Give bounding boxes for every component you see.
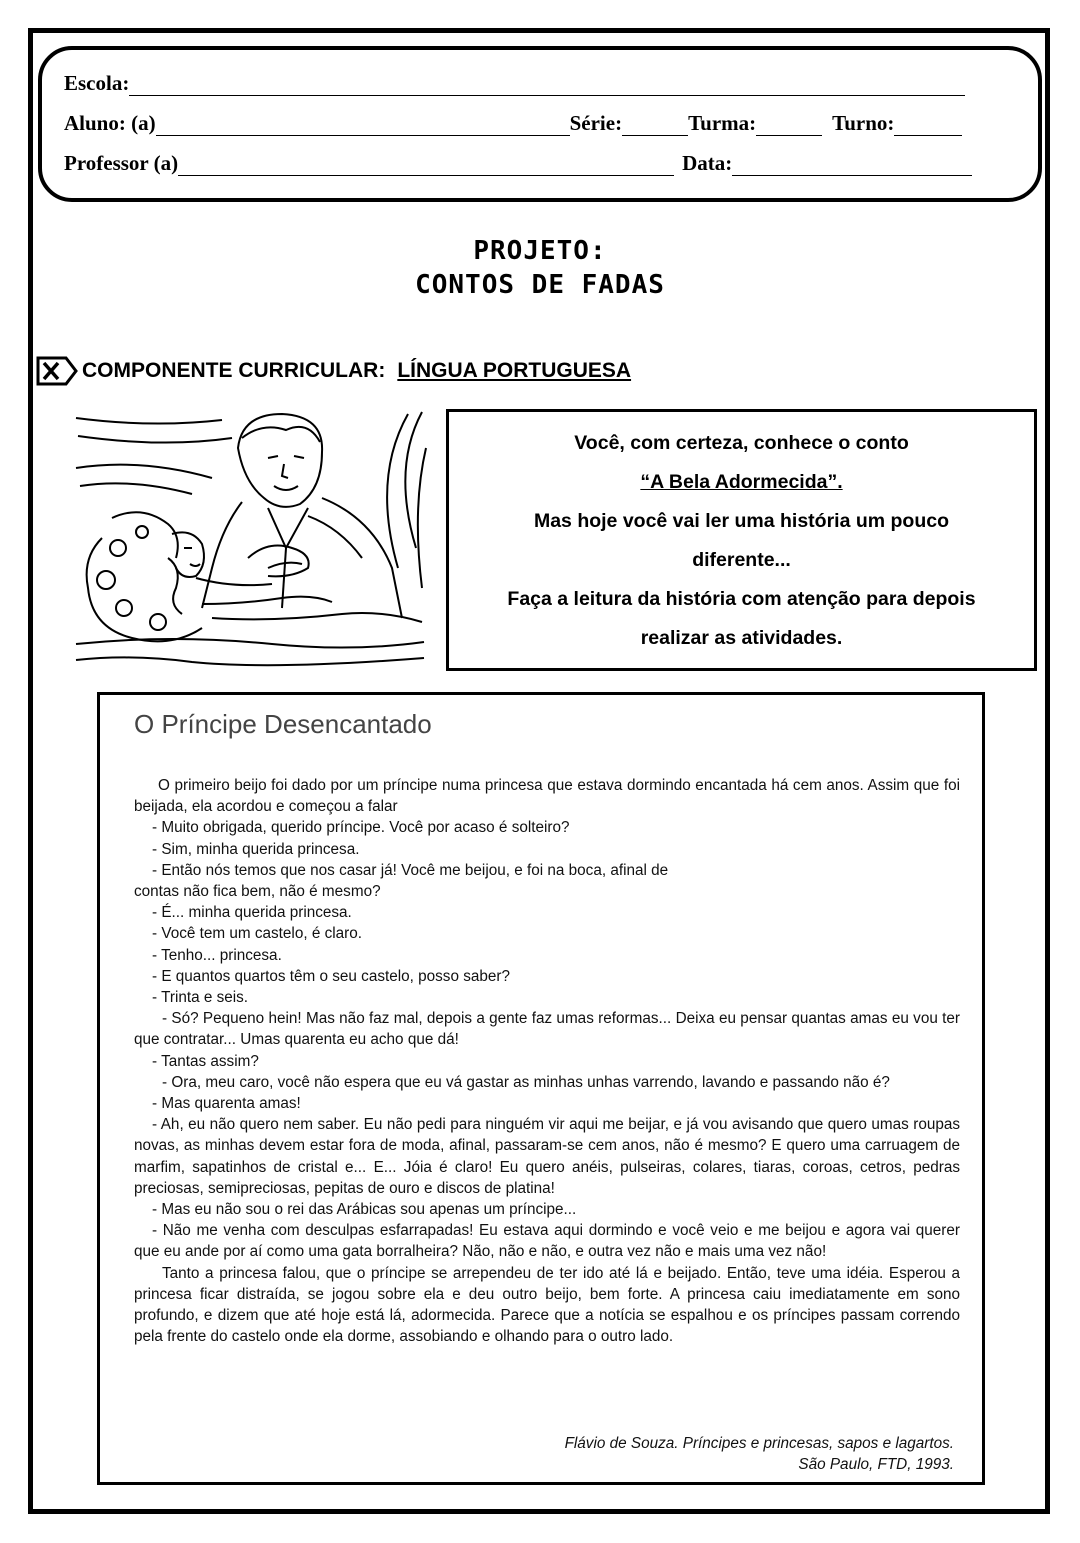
story-box — [97, 692, 985, 1485]
story-paragraph: - Só? Pequeno hein! Mas não faz mal, depois a gente faz umas reformas... Deixa eu pensar quantas amas eu vou ter que contratar... Umas quarenta eu acho que dá! — [134, 1010, 960, 1049]
story-paragraph: - E quantos quartos têm o seu castelo, posso saber? — [152, 967, 510, 985]
professor-field[interactable] — [178, 157, 674, 176]
sleeping-beauty-illustration — [72, 408, 428, 670]
story-paragraph: - Tenho... princesa. — [152, 946, 282, 964]
aluno-row — [64, 110, 962, 136]
component-label: COMPONENTE CURRICULAR: — [82, 359, 386, 382]
data-field[interactable] — [732, 157, 972, 176]
escola-field[interactable] — [129, 77, 965, 96]
citation-line-1: Flávio de Souza. Príncipes e princesas, sapos e lagartos. — [564, 1435, 954, 1452]
intro-line-4: diferente... — [692, 549, 791, 571]
checked-box-icon[interactable] — [36, 356, 78, 386]
story-paragraph: - Mas quarenta amas! — [152, 1095, 301, 1113]
intro-story-name: “A Bela Adormecida”. — [640, 471, 843, 493]
story-paragraph: O primeiro beijo foi dado por um príncipe numa princesa que estava dormindo encantada há cem anos. Assim que foi beijada, ela acordou e começou a falar — [134, 777, 960, 816]
aluno-label: Aluno: (a) — [64, 111, 156, 135]
intro-line-3: Mas hoje você vai ler uma história um pouco — [533, 510, 950, 532]
turma-label: Turma: — [688, 111, 757, 135]
intro-line-6: realizar as atividades. — [640, 627, 843, 649]
story-paragraph: - É... minha querida princesa. — [152, 904, 352, 922]
professor-label: Professor (a) — [64, 151, 179, 175]
aluno-field[interactable] — [156, 117, 570, 136]
data-label: Data: — [682, 151, 733, 175]
project-title-line1: PROJETO: — [473, 236, 607, 266]
serie-field[interactable] — [622, 117, 688, 136]
intro-line-1: Você, com certeza, conhece o conto — [574, 432, 909, 454]
story-paragraph: - Então nós temos que nos casar já! Você me beijou, e foi na boca, afinal de — [152, 861, 669, 879]
intro-box — [446, 409, 1037, 671]
story-body — [134, 775, 960, 1347]
turno-field[interactable] — [894, 117, 962, 136]
story-paragraph: - Sim, minha querida princesa. — [152, 840, 360, 858]
serie-label: Série: — [569, 111, 623, 135]
project-title-line2: CONTOS DE FADAS — [415, 270, 665, 300]
intro-line-5: Faça a leitura da história com atenção para depois — [507, 588, 976, 610]
component-value: LÍNGUA PORTUGUESA — [397, 359, 632, 382]
citation-line-2: São Paulo, FTD, 1993. — [798, 1456, 954, 1473]
story-paragraph: - Mas eu não sou o rei das Arábicas sou apenas um príncipe... — [152, 1201, 577, 1219]
story-paragraph: - Você tem um castelo, é claro. — [152, 925, 362, 943]
curricular-component — [36, 356, 631, 386]
story-paragraph: - Muito obrigada, querido príncipe. Você por acaso é solteiro? — [152, 819, 570, 837]
turno-label: Turno: — [832, 111, 895, 135]
story-paragraph: Tanto a princesa falou, que o príncipe se arrependeu de ter ido até lá e beijado. Então, teve uma idéia. Esperou a princesa ficar distraída, se jogou sobre ela e deu outro beijo, bem forte. A princesa caiu imediatamente em sono profundo, e dizem que até hoje está lá, adormecida. Parece que a notícia se espalhou e os príncipes passam correndo pela frente do castelo onde ela dorme, assobiando e olhando para o outro lado. — [134, 1264, 960, 1346]
story-paragraph: - Não me venha com desculpas esfarrapadas! Eu estava aqui dormindo e você veio e me beijou e agora vai querer que eu ande por aí como uma gata borralheira? Não, não e não, e outra vez não e mais uma vez não! — [134, 1222, 960, 1261]
escola-label: Escola: — [64, 71, 130, 95]
story-paragraph: - Trinta e seis. — [152, 989, 249, 1007]
story-paragraph: contas não fica bem, não é mesmo? — [134, 883, 381, 901]
story-paragraph: - Ah, eu não quero nem saber. Eu não pedi para ninguém vir aqui me beijar, e já vou avisando que quero umas roupas novas, as minhas devem estar fora de moda, afinal, passaram-se cem anos, não é mesmo? E quero uma carruagem de marfim, sapatinhos de cristal e... E... Jóia é claro! Eu quero anéis, pulseiras, colares, tiaras, coroas, cetros, pedras preciosas, semipreciosas, pepitas de ouro e discos de platina! — [134, 1116, 960, 1197]
student-info-box — [38, 46, 1042, 202]
story-paragraph: - Ora, meu caro, você não espera que eu vá gastar as minhas unhas varrendo, lavando e passando não é? — [162, 1073, 890, 1091]
story-title: O Príncipe Desencantado — [134, 709, 432, 739]
turma-field[interactable] — [756, 117, 822, 136]
escola-row — [64, 70, 965, 96]
story-paragraph: - Tantas assim? — [152, 1052, 259, 1070]
professor-row — [64, 150, 972, 176]
